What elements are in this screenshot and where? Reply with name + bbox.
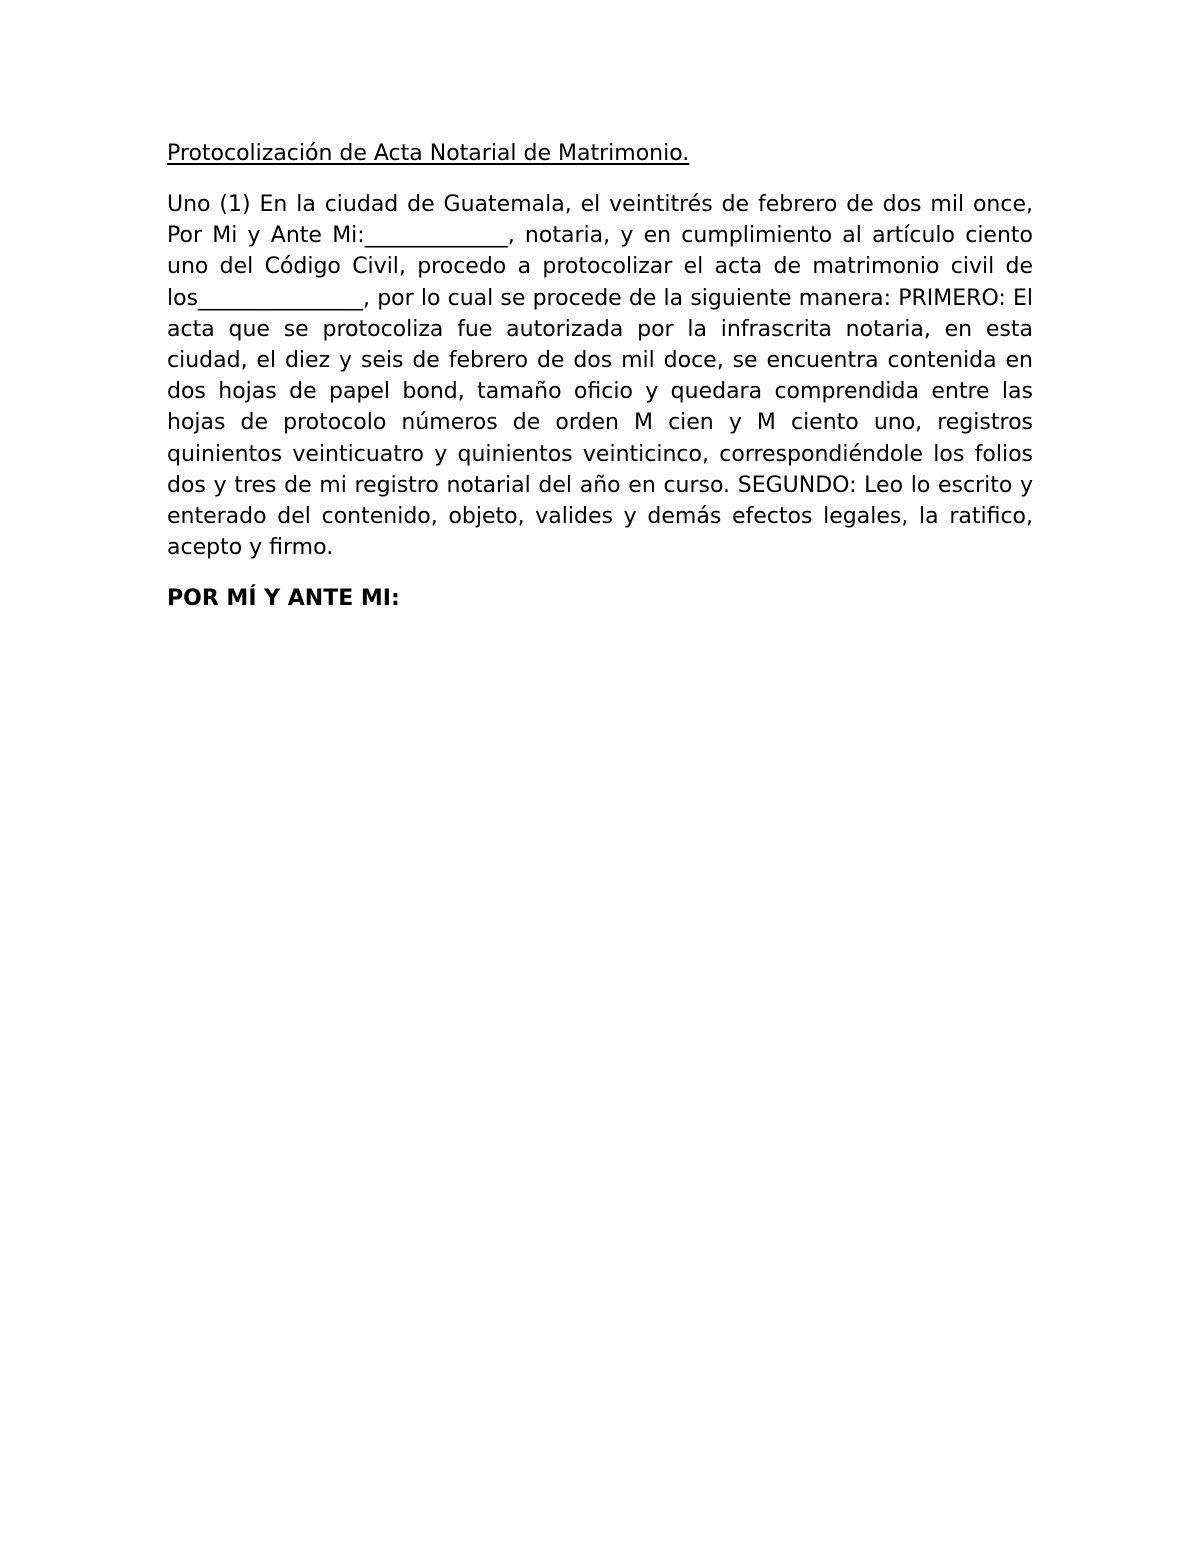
signature-line: POR MÍ Y ANTE MI:: [167, 586, 400, 612]
document-body: Uno (1) En la ciudad de Guatemala, el veintitrés de febrero de dos mil once, Por Mi y Ante Mi:_____________, notaria, y en cumplimiento al artículo ciento uno del Código Civil, procedo a protocolizar el acta de matrimonio civil de los_______________, por lo cual se procede de la siguiente manera: PRIMERO: El acta que se protocoliza fue autorizada por la infrascrita notaria, en esta ciudad, el diez y seis de febrero de dos mil doce, se encuentra contenida en dos hojas de papel bond, tamaño oficio y quedara comprendida entre las hojas de protocolo números de orden M cien y M ciento uno, registros quinientos veinticuatro y quinientos veinticinco, correspondiéndole los folios dos y tres de mi registro notarial del año en curso. SEGUNDO: Leo lo escrito y enterado del contenido, objeto, valides y demás efectos legales, la ratifico, acepto y firmo.: [167, 192, 1033, 561]
document-content: [167, 138, 1033, 614]
document-title: Protocolización de Acta Notarial de Matrimonio.: [167, 141, 690, 166]
